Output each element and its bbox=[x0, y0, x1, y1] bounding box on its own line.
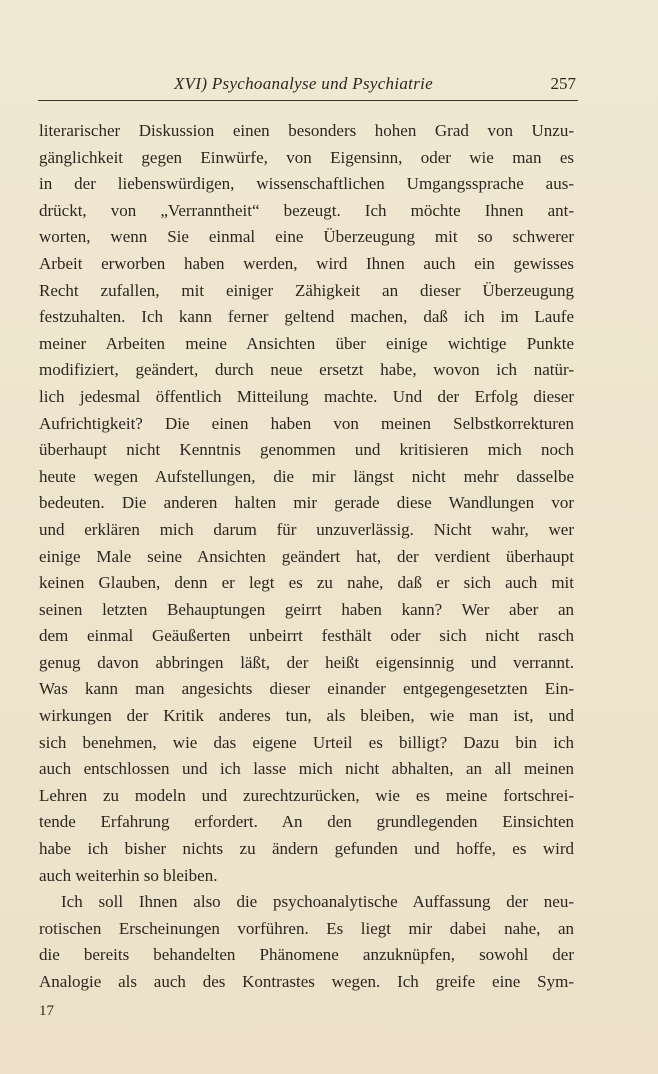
text-line: Arbeit erworben haben werden, wird Ihnen auch ein gewisses bbox=[39, 253, 574, 273]
text-line: und erklären mich darum für unzuverlässig. Nicht wahr, wer bbox=[39, 519, 574, 539]
text-line: in der liebenswürdigen, wissenschaftlichen Umgangssprache aus- bbox=[39, 174, 574, 194]
text-line: dem einmal Geäußerten unbeirrt festhält oder sich nicht rasch bbox=[39, 626, 574, 646]
text-line: Was kann man angesichts dieser einander entgegengesetzten Ein- bbox=[39, 679, 574, 699]
text-line: Aufrichtigkeit? Die einen haben von meinen Selbstkorrekturen bbox=[39, 413, 574, 433]
text-line: Recht zufallen, mit einiger Zähigkeit an dieser Überzeugung bbox=[39, 280, 574, 300]
text-line: auch weiterhin so bleiben. bbox=[39, 865, 218, 885]
text-line: meiner Arbeiten meine Ansichten über einige wichtige Punkte bbox=[39, 333, 574, 353]
text-line: habe ich bisher nichts zu ändern gefunden und hoffe, es wird bbox=[39, 839, 574, 859]
text-line: genug davon abbringen läßt, der heißt eigensinnig und verrannt. bbox=[39, 652, 574, 672]
text-line: worten, wenn Sie einmal eine Überzeugung mit so schwerer bbox=[39, 227, 574, 247]
body-text bbox=[39, 118, 574, 996]
text-line: festzuhalten. Ich kann ferner geltend machen, daß ich im Laufe bbox=[39, 307, 574, 327]
text-line: die bereits behandelten Phänomene anzuknüpfen, sowohl der bbox=[39, 945, 574, 965]
text-line: überhaupt nicht Kenntnis genommen und kritisieren mich noch bbox=[39, 440, 574, 460]
text-line: bedeuten. Die anderen halten mir gerade diese Wandlungen vor bbox=[39, 493, 574, 513]
text-line: Lehren zu modeln und zurechtzurücken, wie es meine fortschrei- bbox=[39, 785, 574, 805]
text-line: lich jedesmal öffentlich Mitteilung machte. Und der Erfolg dieser bbox=[39, 386, 574, 406]
text-line: modifiziert, geändert, durch neue ersetzt habe, wovon ich natür- bbox=[39, 360, 574, 380]
text-line: Ich soll Ihnen also die psychoanalytische Auffassung der neu- bbox=[61, 892, 574, 912]
text-line: drückt, von „Verranntheit“ bezeugt. Ich möchte Ihnen ant- bbox=[39, 200, 574, 220]
page-number: 257 bbox=[550, 74, 576, 93]
text-line: wirkungen der Kritik anderes tun, als bleiben, wie man ist, und bbox=[39, 706, 574, 726]
printer-signature-mark: 17 bbox=[39, 1003, 54, 1019]
text-line: auch entschlossen und ich lasse mich nicht abhalten, an all meinen bbox=[39, 759, 574, 779]
text-line: gänglichkeit gegen Einwürfe, von Eigensinn, oder wie man es bbox=[39, 147, 574, 167]
running-head: XVI) Psychoanalyse und Psychiatrie bbox=[174, 74, 433, 93]
text-line: einige Male seine Ansichten geändert hat, der verdient überhaupt bbox=[39, 546, 574, 566]
page-header bbox=[38, 74, 578, 101]
text-line: Analogie als auch des Kontrastes wegen. Ich greife eine Sym- bbox=[39, 972, 574, 991]
text-line: rotischen Erscheinungen vorführen. Es liegt mir dabei nahe, an bbox=[39, 918, 574, 938]
text-line: seinen letzten Behauptungen geirrt haben kann? Wer aber an bbox=[39, 599, 574, 619]
text-line: tende Erfahrung erfordert. An den grundlegenden Einsichten bbox=[39, 812, 574, 832]
text-line: heute wegen Aufstellungen, die mir längst nicht mehr dasselbe bbox=[39, 466, 574, 486]
text-line: keinen Glauben, denn er legt es zu nahe, daß er sich auch mit bbox=[39, 573, 574, 593]
text-line: sich benehmen, wie das eigene Urteil es billigt? Dazu bin ich bbox=[39, 732, 574, 752]
text-line: literarischer Diskussion einen besonders hohen Grad von Unzu- bbox=[39, 121, 574, 140]
